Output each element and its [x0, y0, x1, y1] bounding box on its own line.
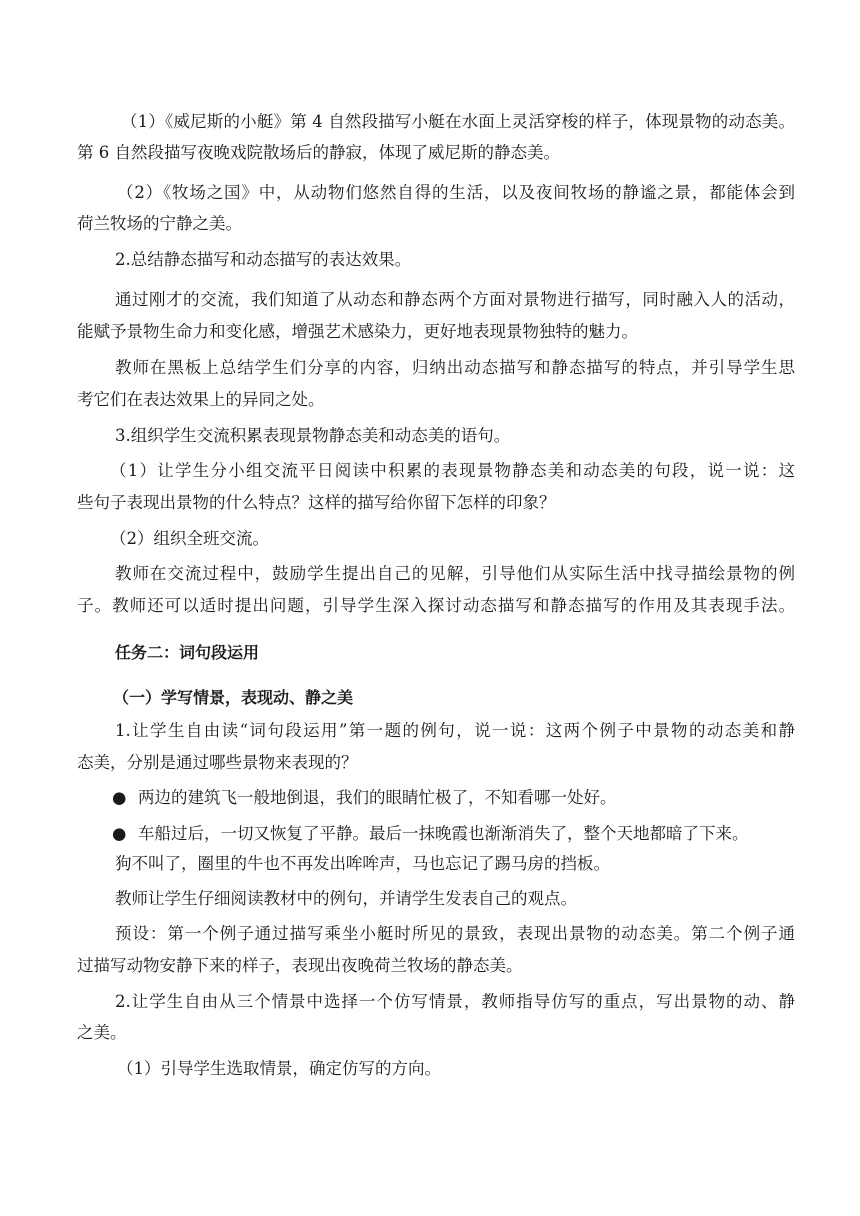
bullet-text: 两边的建筑飞一般地倒退，我们的眼睛忙极了，不知看哪一处好。 [138, 788, 617, 807]
section-item: 2.让学生自由从三个情景中选择一个仿写情景，教师指导仿写的重点，写出景物的动、静 [115, 992, 795, 1011]
paragraph-line: （1）《威尼斯的小艇》第 4 自然段描写小艇在水面上灵活穿梭的样子，体现景物的动态美。 [121, 112, 795, 131]
paragraph-line: （2）组织全班交流。 [110, 529, 269, 548]
bullet-item [112, 823, 792, 845]
paragraph-line: （2）《牧场之国》中，从动物们悠然自得的生活，以及夜间牧场的静谧之景，都能体会到 [117, 183, 795, 202]
paragraph-line: 能赋予景物生命力和变化感，增强艺术感染力，更好地表现景物独特的魅力。 [77, 322, 638, 341]
section-item: 3.组织学生交流积累表现景物静态美和动态美的语句。 [115, 426, 511, 445]
paragraph-line: （1）引导学生选取情景，确定仿写的方向。 [117, 1059, 441, 1078]
paragraph-line: 态美，分别是通过哪些景物来表现的？ [77, 753, 358, 772]
paragraph-line: （1）让学生分小组交流平日阅读中积累的表现景物静态美和动态美的句段，说一说：这 [110, 461, 795, 480]
paragraph-line: 教师在黑板上总结学生们分享的内容，归纳出动态描写和静态描写的特点，并引导学生思 [115, 358, 795, 377]
paragraph-line: 些句子表现出景物的什么特点？这样的描写给你留下怎样的印象？ [77, 493, 556, 512]
bullet-icon: ● [112, 788, 127, 807]
paragraph-line: 第 6 自然段描写夜晚戏院散场后的静寂，体现了威尼斯的静态美。 [77, 143, 560, 162]
paragraph-line: 荷兰牧场的宁静之美。 [77, 214, 242, 233]
paragraph-line: 通过刚才的交流，我们知道了从动态和静态两个方面对景物进行描写，同时融入人的活动， [115, 290, 795, 309]
paragraph-line: 考它们在表达效果上的异同之处。 [77, 390, 325, 409]
bullet-item [112, 787, 792, 809]
paragraph-line: 狗不叫了，圈里的牛也不再发出哞哞声，马也忘记了踢马房的挡板。 [115, 854, 610, 873]
paragraph-line: 之美。 [77, 1023, 127, 1042]
paragraph-line: 子。教师还可以适时提出问题，引导学生深入探讨动态描写和静态描写的作用及其表现手法。 [77, 596, 795, 615]
paragraph-line: 教师在交流过程中，鼓励学生提出自己的见解，引导他们从实际生活中找寻描绘景物的例 [115, 564, 795, 583]
task-heading: 任务二：词句段运用 [115, 643, 260, 662]
subsection-heading: （一）学写情景，表现动、静之美 [113, 688, 354, 707]
paragraph-line: 过描写动物安静下来的样子，表现出夜晚荷兰牧场的静态美。 [77, 956, 523, 975]
bullet-text: 车船过后，一切又恢复了平静。最后一抹晚霞也渐渐消失了，整个天地都暗了下来。 [138, 824, 749, 843]
paragraph-line: 教师让学生仔细阅读教材中的例句，并请学生发表自己的观点。 [115, 889, 577, 908]
paragraph-line: 1.让学生自由读“词句段运用”第一题的例句，说一说：这两个例子中景物的动态美和静 [115, 721, 795, 740]
paragraph-line: 预设：第一个例子通过描写乘坐小艇时所见的景致，表现出景物的动态美。第二个例子通 [115, 924, 795, 943]
bullet-icon: ● [112, 824, 127, 843]
section-item: 2.总结静态描写和动态描写的表达效果。 [115, 250, 412, 269]
